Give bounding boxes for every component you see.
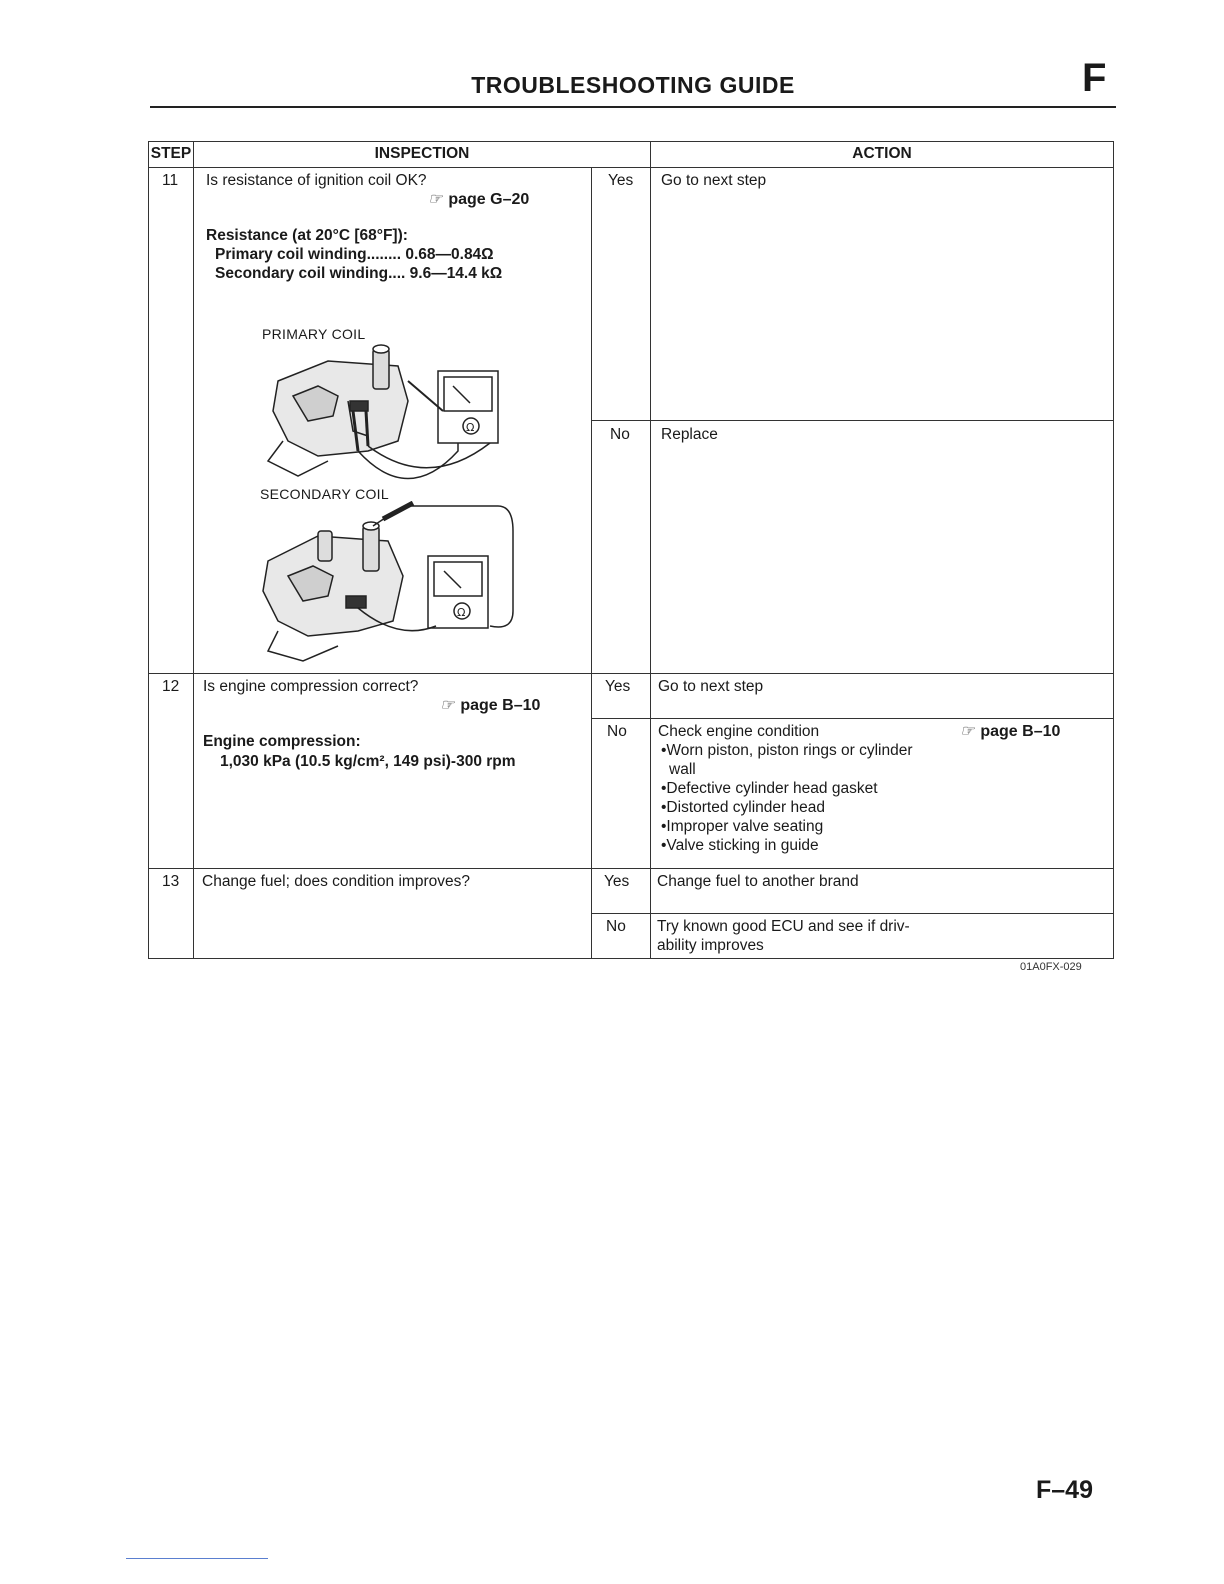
secondary-coil-diagram: [258, 501, 528, 671]
no-action: Check engine condition: [658, 723, 820, 740]
step-number: 11: [162, 172, 179, 189]
table-border: [148, 958, 1114, 959]
yes-no-divider: [591, 420, 1114, 421]
no-action: ability improves: [657, 937, 764, 954]
section-letter: F: [1082, 56, 1107, 100]
table-border: [148, 141, 149, 959]
col-divider: [591, 167, 592, 959]
page-number: F–49: [1036, 1476, 1093, 1504]
spec-line: Secondary coil winding.... 9.6—14.4 kΩ: [215, 265, 503, 282]
header-rule: [148, 167, 1114, 168]
title-rule: [150, 106, 1116, 108]
no-action: Try known good ECU and see if driv-: [657, 918, 910, 935]
document-id: 01A0FX-029: [1020, 961, 1082, 973]
spec-line: Primary coil winding........ 0.68—0.84Ω: [215, 246, 494, 263]
page-title: TROUBLESHOOTING GUIDE: [471, 72, 795, 98]
yes-action: Change fuel to another brand: [657, 873, 859, 890]
table-border: [1113, 141, 1114, 959]
col-divider: [193, 141, 194, 959]
step-number: 13: [162, 873, 180, 890]
primary-coil-diagram: [258, 341, 518, 491]
list-item: •Valve sticking in guide: [661, 837, 819, 854]
table-border: [148, 141, 1114, 142]
step-question: Change fuel; does condition improves?: [202, 873, 470, 890]
yes-label: Yes: [605, 678, 631, 695]
no-action: Replace: [661, 426, 718, 443]
col-divider: [650, 141, 651, 959]
col-header-step: STEP: [150, 145, 192, 162]
pointer-icon: ☞: [428, 191, 443, 208]
no-label: No: [606, 918, 626, 935]
page-reference: ☞ page G–20: [428, 191, 530, 208]
svg-text:Ω: Ω: [457, 606, 466, 619]
list-item: •Improper valve seating: [661, 818, 824, 835]
no-label: No: [610, 426, 630, 443]
row-divider: [148, 868, 1114, 869]
spec-line: 1,030 kPa (10.5 kg/cm², 149 psi)-300 rpm: [220, 753, 516, 770]
svg-text:Ω: Ω: [466, 421, 475, 434]
no-label: No: [607, 723, 627, 740]
row-divider: [148, 673, 1114, 674]
step-question: Is resistance of ignition coil OK?: [206, 172, 427, 189]
list-item: •Worn piston, piston rings or cylinder: [661, 742, 913, 759]
step-question: Is engine compression correct?: [203, 678, 419, 695]
yes-label: Yes: [608, 172, 634, 189]
pointer-icon: ☞: [440, 697, 455, 714]
yes-action: Go to next step: [661, 172, 767, 189]
list-item: •Defective cylinder head gasket: [661, 780, 878, 797]
spec-title: Engine compression:: [203, 733, 361, 750]
yes-no-divider: [591, 718, 1114, 719]
col-header-inspection: INSPECTION: [374, 145, 470, 162]
troubleshooting-table: [148, 141, 1114, 959]
spec-title: Resistance (at 20°C [68°F]):: [206, 227, 408, 244]
list-item: wall: [669, 761, 696, 778]
page-reference: ☞ page B–10: [960, 723, 1061, 740]
yes-label: Yes: [604, 873, 630, 890]
yes-action: Go to next step: [658, 678, 764, 695]
figure-label-secondary: SECONDARY COIL: [260, 486, 389, 502]
list-item: •Distorted cylinder head: [661, 799, 825, 816]
pointer-icon: ☞: [960, 723, 975, 740]
step-number: 12: [162, 678, 180, 695]
yes-no-divider: [591, 913, 1114, 914]
page-reference: ☞ page B–10: [440, 697, 541, 714]
bottom-link-line: [126, 1558, 268, 1559]
col-header-action: ACTION: [852, 145, 912, 162]
figure-label-primary: PRIMARY COIL: [262, 326, 366, 342]
